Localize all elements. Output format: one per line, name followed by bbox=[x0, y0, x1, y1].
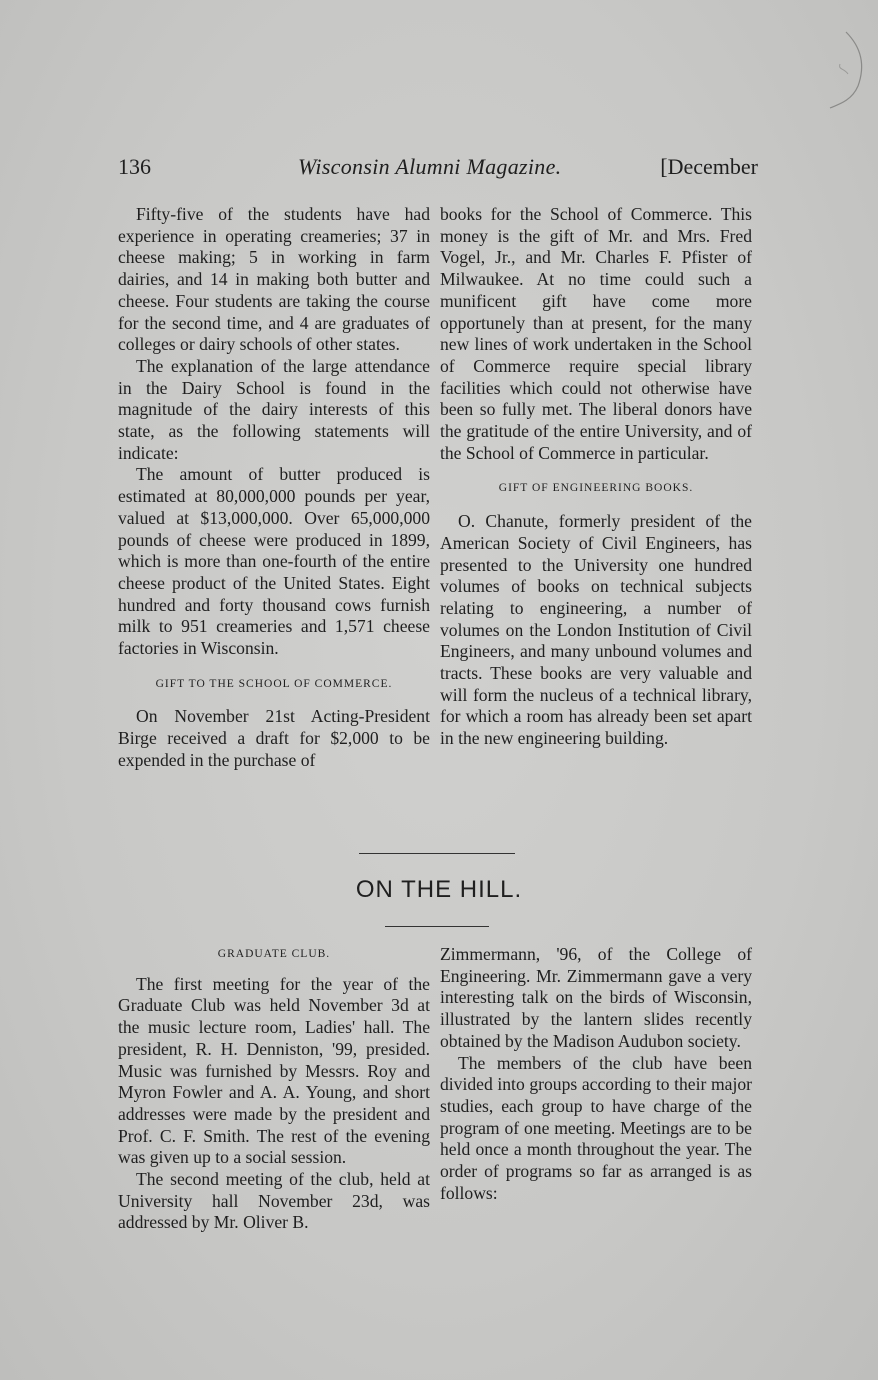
top-right-column bbox=[440, 204, 752, 750]
pencil-mark-icon bbox=[800, 24, 870, 114]
commerce-gift-paragraph-end: books for the School of Commerce. This money is the gift of Mr. and Mrs. Fred Vogel, Jr., and Mr. Charles F. Pfister of Milwaukee. At no time could such a munificent gift have come more opportunely than at present, for the many new lines of work undertaken in the School of Commerce require special library facilities which could not otherwise have been so fully met. The liberal donors have the gratitude of the entire University, and of the School of Commerce in particular. bbox=[440, 204, 752, 463]
engineering-books-heading: GIFT OF ENGINEERING BOOKS. bbox=[498, 482, 694, 495]
dairy-paragraph-1: Fifty-five of the students have had experience in operating creameries; 37 in cheese making; 5 in working in farm dairies, and 14 in making both butter and cheese. Four students are taking the course for the second time, and 4 are graduates of colleges or dairy schools of other states. bbox=[118, 204, 430, 355]
graduate-club-paragraph-3: The members of the club have been divided into groups according to their major studies, each group to have charge of the program of one meeting. Meetings are to be held once a month throughout the year. The order of programs so far as arranged is as follows: bbox=[440, 1052, 752, 1203]
graduate-club-paragraph-2: The second meeting of the club, held at University hall November 23d, was addressed by Mr. Oliver B. bbox=[118, 1169, 430, 1233]
section-rule-top bbox=[359, 853, 515, 854]
bottom-right-column bbox=[440, 944, 752, 1204]
running-header bbox=[118, 154, 758, 186]
dairy-paragraph-3: The amount of butter produced is estimated at 80,000,000 pounds per year, valued at $13,000,000. Over 65,000,000 pounds of cheese were produced in 1899, which is more than one-fourth of the entire cheese product of the United States. Eight hundred and forty thousand cows furnish milk to 951 creameries and 1,571 cheese factories in Wisconsin. bbox=[118, 464, 430, 659]
engineering-books-paragraph: O. Chanute, formerly president of the American Society of Civil Engineers, has presented to the University one hundred volumes of books on technical subjects relating to engineering, a number of volumes on the London Institution of Civil Engineers, and many unbound volumes and tracts. These books are very valuable and will form the nucleus of a technical library, for which a room has already been set apart in the new engineering building. bbox=[440, 511, 752, 749]
journal-title: Wisconsin Alumni Magazine. bbox=[298, 154, 562, 179]
graduate-club-heading: GRADUATE CLUB. bbox=[217, 948, 331, 960]
top-left-column bbox=[118, 204, 430, 772]
issue-month: [December bbox=[660, 154, 758, 179]
section-rule-bottom bbox=[385, 926, 489, 927]
page-number: 136 bbox=[118, 154, 151, 179]
section-title: ON THE HILL. bbox=[355, 876, 523, 903]
bottom-left-column bbox=[118, 944, 430, 1234]
graduate-club-paragraph-continuation: Zimmermann, '96, of the College of Engineering. Mr. Zimmermann gave a very interesting talk on the birds of Wisconsin, illustrated by the lantern slides recently obtained by the Madison Audubon society. bbox=[440, 944, 752, 1051]
graduate-club-paragraph-1: The first meeting for the year of the Graduate Club was held November 3d at the music lecture room, Ladies' hall. The president, R. H. Denniston, '99, presided. Music was furnished by Messrs. Roy and Myron Fowler and A. A. Young, and short addresses were made by the president and Prof. C. F. Smith. The rest of the evening was given up to a social session. bbox=[118, 973, 430, 1168]
dairy-paragraph-2: The explanation of the large attendance in the Dairy School is found in the magnitude of the dairy interests of this state, as the following statements will indicate: bbox=[118, 355, 430, 463]
commerce-gift-heading: GIFT TO THE SCHOOL OF COMMERCE. bbox=[155, 677, 393, 690]
commerce-gift-paragraph-start: On November 21st Acting-President Birge received a draft for $2,000 to be expended in the purchase of bbox=[118, 706, 430, 770]
